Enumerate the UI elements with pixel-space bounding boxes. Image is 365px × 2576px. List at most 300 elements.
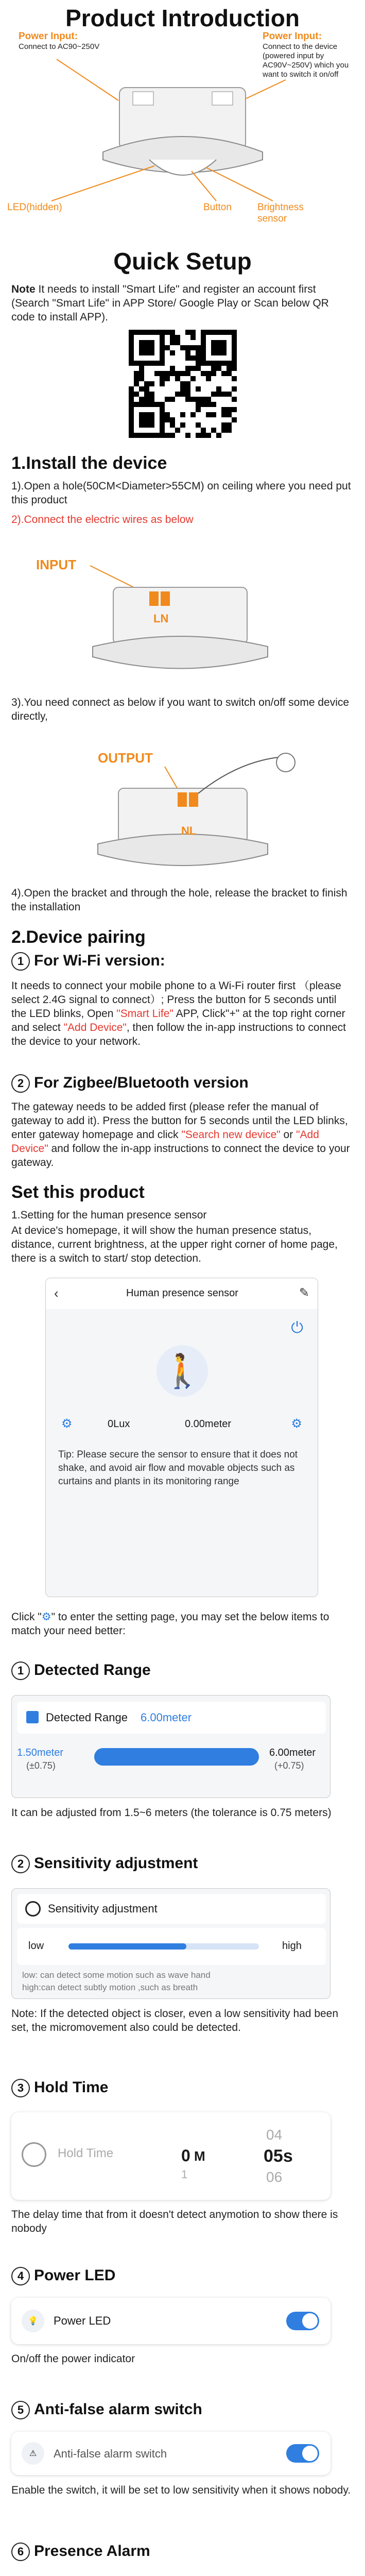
qr-module (154, 392, 160, 397)
pointer-line-button (192, 171, 216, 201)
qr-module (165, 376, 170, 381)
qr-module (206, 335, 211, 340)
range-max: 6.00meter (269, 1747, 316, 1758)
qr-module (196, 397, 201, 402)
qr-module (154, 402, 160, 407)
led-number-icon: 4 (11, 2267, 30, 2285)
qr-module (134, 340, 139, 345)
qr-module (227, 361, 232, 366)
qr-module (134, 350, 139, 355)
qr-module (232, 412, 237, 417)
sensitivity-heading (11, 1855, 198, 1873)
qr-module (201, 335, 206, 340)
qr-module (170, 397, 175, 402)
qr-module (201, 381, 206, 386)
qr-module (221, 428, 227, 433)
qr-module (144, 392, 149, 397)
qr-module (129, 345, 134, 350)
qr-module (149, 350, 154, 355)
qr-module (175, 371, 180, 376)
led-toggle[interactable] (286, 2312, 319, 2330)
qr-module (170, 422, 175, 428)
qr-module (139, 376, 144, 381)
qr-module (160, 402, 165, 407)
qr-module (144, 422, 149, 428)
anti-heading (11, 2401, 202, 2419)
qr-module (211, 428, 216, 433)
qr-module (232, 381, 237, 386)
qr-module (160, 376, 165, 381)
qr-module (196, 392, 201, 397)
anti-toggle[interactable] (286, 2444, 319, 2463)
gear-icon[interactable]: ⚙ (291, 1417, 302, 1431)
install-step1: 1).Open a hole(50CM<Diameter>55CM) on ceiling where you need put this product (11, 480, 351, 506)
qr-module (216, 381, 221, 386)
qr-module (154, 397, 160, 402)
hold-sec-prev: 04 (266, 2127, 283, 2143)
qr-module (201, 422, 206, 428)
qr-module (185, 407, 190, 412)
output-label: OUTPUT (98, 750, 153, 766)
qr-module (221, 366, 227, 371)
qr-module (185, 366, 190, 371)
qr-module (149, 366, 154, 371)
qr-module (129, 340, 134, 345)
qr-module (211, 340, 216, 345)
qr-module (190, 371, 196, 376)
qr-module (227, 407, 232, 412)
qr-module (165, 397, 170, 402)
qr-module (180, 350, 185, 355)
qr-module (211, 392, 216, 397)
qr-module (165, 386, 170, 392)
qr-module (134, 397, 139, 402)
qr-code[interactable] (129, 330, 237, 438)
qr-module (232, 422, 237, 428)
qr-module (211, 412, 216, 417)
qr-module (227, 350, 232, 355)
qr-module (211, 433, 216, 438)
qr-module (221, 407, 227, 412)
qr-module (139, 335, 144, 340)
qr-module (175, 428, 180, 433)
anti-text: Enable the switch, it will be set to low sensitivity when it shows nobody. (11, 2484, 351, 2496)
qr-module (175, 381, 180, 386)
hold-min[interactable]: 0 (181, 2146, 190, 2165)
qr-module (221, 422, 227, 428)
qr-module (170, 330, 175, 335)
qr-module (216, 340, 221, 345)
qr-module (160, 412, 165, 417)
sensitivity-number-icon: 2 (11, 1855, 30, 1873)
qr-module (216, 355, 221, 361)
qr-module (149, 428, 154, 433)
pointer-line-right (242, 80, 286, 100)
sensitivity-title: Sensitivity adjustment (34, 1855, 198, 1872)
qr-module (129, 355, 134, 361)
qr-module (185, 381, 190, 386)
qr-module (216, 412, 221, 417)
phone-header (46, 1278, 318, 1309)
qr-module (139, 433, 144, 438)
wifi-instructions (11, 979, 354, 1048)
qr-module (134, 381, 139, 386)
qr-module (144, 386, 149, 392)
qr-module (180, 340, 185, 345)
qr-module (216, 371, 221, 376)
hold-min-next: 1 (181, 2168, 188, 2181)
qr-module (139, 345, 144, 350)
hold-heading (11, 2079, 108, 2097)
qr-module (154, 381, 160, 386)
qr-module (216, 345, 221, 350)
qr-module (227, 417, 232, 422)
qr-module (129, 417, 134, 422)
qr-module (196, 345, 201, 350)
qr-module (185, 433, 190, 438)
qr-module (216, 417, 221, 422)
qr-module (175, 397, 180, 402)
bulb-icon (276, 753, 295, 772)
qr-module (165, 402, 170, 407)
qr-module (180, 422, 185, 428)
sensitivity-header-row (17, 1894, 326, 1924)
power-input-right-title: Power Input: (263, 31, 322, 42)
qr-module (201, 376, 206, 381)
qr-module (190, 376, 196, 381)
qr-module (201, 340, 206, 345)
qr-module (170, 350, 175, 355)
power-input-left-desc: Connect to AC90~250V (19, 42, 100, 51)
qr-module (206, 371, 211, 376)
qr-module (165, 381, 170, 386)
qr-module (134, 330, 139, 335)
qr-module (129, 422, 134, 428)
qr-module (211, 402, 216, 407)
qr-module (232, 330, 237, 335)
qr-module (180, 361, 185, 366)
qr-module (175, 340, 180, 345)
qr-module (206, 402, 211, 407)
qr-module (165, 428, 170, 433)
qr-module (221, 392, 227, 397)
qr-module (185, 402, 190, 407)
qr-module (129, 397, 134, 402)
qr-module (160, 428, 165, 433)
qr-module (221, 335, 227, 340)
qr-module (144, 417, 149, 422)
qr-module (165, 355, 170, 361)
qr-module (144, 330, 149, 335)
qr-module (221, 412, 227, 417)
qr-module (190, 340, 196, 345)
qr-module (227, 433, 232, 438)
qr-module (149, 340, 154, 345)
qr-module (201, 366, 206, 371)
qr-module (206, 340, 211, 345)
qr-module (165, 371, 170, 376)
qr-module (206, 397, 211, 402)
qr-module (206, 376, 211, 381)
sensitivity-text: Note: If the detected object is closer, even a low sensitivity had been set, the micromovement also could be detected. (11, 2008, 339, 2033)
qr-module (227, 422, 232, 428)
qr-module (196, 340, 201, 345)
qr-module (160, 397, 165, 402)
qr-module (139, 330, 144, 335)
qr-module (134, 412, 139, 417)
qr-module (201, 361, 206, 366)
qr-module (196, 412, 201, 417)
input-label: INPUT (36, 557, 76, 572)
qr-module (216, 433, 221, 438)
qr-module (160, 392, 165, 397)
sensitivity-hint-high: high:can detect subtly motion ,such as breath (22, 1982, 198, 1992)
qr-module (170, 371, 175, 376)
qr-module (165, 361, 170, 366)
qr-module (185, 335, 190, 340)
qr-module (211, 371, 216, 376)
wire-n (161, 591, 170, 606)
qr-module (175, 402, 180, 407)
wire-out-l (189, 792, 198, 807)
wiring-output-section (0, 732, 365, 927)
qr-module (180, 412, 185, 417)
nl-label: NL (181, 824, 197, 837)
qr-module (134, 361, 139, 366)
settings-icon[interactable]: ⚙ (61, 1417, 73, 1431)
qr-module (144, 376, 149, 381)
qr-module (201, 345, 206, 350)
qr-module (232, 392, 237, 397)
qr-module (190, 402, 196, 407)
qr-module (180, 407, 185, 412)
qr-module (180, 417, 185, 422)
qr-module (227, 340, 232, 345)
qr-module (206, 428, 211, 433)
lux-value: 0Lux (108, 1418, 130, 1430)
qr-module (206, 381, 211, 386)
zigbee-search: "Search new device" (181, 1129, 281, 1141)
qr-module (144, 412, 149, 417)
pairing-section (0, 927, 365, 1298)
qr-module (129, 381, 134, 386)
qr-module (129, 428, 134, 433)
qr-module (185, 397, 190, 402)
qr-module (211, 335, 216, 340)
wifi-add-device: "Add Device" (63, 1022, 127, 1033)
qr-module (206, 345, 211, 350)
qr-module (139, 350, 144, 355)
qr-module (206, 355, 211, 361)
qr-module (170, 402, 175, 407)
power-toggle-icon[interactable]: ⏻ (291, 1319, 303, 1336)
qr-module (165, 345, 170, 350)
qr-module (227, 366, 232, 371)
qr-module (134, 386, 139, 392)
edit-icon[interactable]: ✎ (299, 1286, 309, 1300)
qr-module (160, 330, 165, 335)
qr-module (180, 397, 185, 402)
led-card-title: Power LED (54, 2314, 111, 2327)
qr-module (221, 397, 227, 402)
qr-module (201, 402, 206, 407)
qr-module (160, 355, 165, 361)
qr-module (185, 371, 190, 376)
qr-module (129, 407, 134, 412)
qr-module (154, 376, 160, 381)
qr-module (227, 402, 232, 407)
sensitivity-card (11, 1888, 331, 1999)
qr-module (139, 412, 144, 417)
click-text-2: " to enter the setting page, you may set the below items to match your need better: (11, 1611, 329, 1637)
qr-module (201, 417, 206, 422)
anti-title: Anti-false alarm switch (34, 2401, 202, 2418)
qr-module (165, 392, 170, 397)
back-icon[interactable]: ‹ (54, 1285, 59, 1301)
qr-module (185, 417, 190, 422)
qr-module (196, 422, 201, 428)
qr-module (160, 335, 165, 340)
quick-setup-title: Quick Setup (113, 248, 252, 275)
qr-module (185, 361, 190, 366)
qr-module (149, 361, 154, 366)
alarm-icon: ⚠ (22, 2442, 44, 2465)
qr-module (190, 397, 196, 402)
install-step2: 2).Connect the electric wires as below (11, 514, 194, 526)
alarm-heading (11, 2543, 150, 2561)
wifi-number-icon: 1 (11, 952, 30, 971)
qr-module (180, 392, 185, 397)
qr-module (211, 330, 216, 335)
qr-module (175, 376, 180, 381)
qr-module (190, 335, 196, 340)
qr-module (196, 376, 201, 381)
range-value: 6.00meter (141, 1711, 192, 1724)
click-settings-text (11, 1610, 354, 1638)
qr-module (196, 402, 201, 407)
qr-module (170, 355, 175, 361)
qr-module (129, 386, 134, 392)
qr-module (175, 335, 180, 340)
range-title: Detected Range (34, 1662, 151, 1679)
qr-module (149, 412, 154, 417)
qr-module (139, 361, 144, 366)
sensitivity-slider[interactable] (68, 1943, 259, 1950)
wiring-device-body (113, 587, 247, 644)
qr-module (129, 402, 134, 407)
qr-module (232, 376, 237, 381)
qr-module (227, 355, 232, 361)
qr-module (196, 428, 201, 433)
qr-module (134, 402, 139, 407)
qr-module (227, 392, 232, 397)
qr-module (180, 345, 185, 350)
qr-module (175, 412, 180, 417)
qr-module (149, 381, 154, 386)
qr-module (216, 335, 221, 340)
qr-module (175, 345, 180, 350)
qr-module (190, 330, 196, 335)
qr-module (144, 366, 149, 371)
led-title: Power LED (34, 2267, 116, 2284)
settings-gear-icon: ⚙ (41, 1611, 51, 1623)
sensitivity-slider-row (17, 1928, 326, 1965)
sensitivity-card-title: Sensitivity adjustment (48, 1902, 158, 1915)
qr-module (170, 381, 175, 386)
qr-module (180, 355, 185, 361)
qr-module (144, 433, 149, 438)
qr-module (185, 422, 190, 428)
qr-module (160, 340, 165, 345)
qr-module (165, 335, 170, 340)
qr-module (160, 366, 165, 371)
qr-module (206, 422, 211, 428)
install-step3: 3).You need connect as below if you want to switch on/off some device directly, (11, 697, 350, 722)
power-input-left-title: Power Input: (19, 31, 78, 42)
qr-module (160, 433, 165, 438)
qr-module (221, 376, 227, 381)
qr-module (175, 355, 180, 361)
wifi-text-1: It needs to connect your mobile phone to a Wi-Fi router first （please select 2.4G signal to connect）; Press the button for 5 seconds until the LED blinks, Open (11, 980, 341, 1020)
qr-module (201, 350, 206, 355)
qr-module (144, 340, 149, 345)
hold-number-icon: 3 (11, 2079, 30, 2097)
qr-module (232, 366, 237, 371)
note-label: Note (11, 283, 36, 295)
qr-module (196, 355, 201, 361)
qr-module (185, 350, 190, 355)
hold-sec[interactable]: 05s (264, 2146, 293, 2166)
qr-module (221, 402, 227, 407)
qr-module (201, 433, 206, 438)
qr-module (196, 350, 201, 355)
range-min-tolerance: (±0.75) (26, 1760, 56, 1771)
range-slider[interactable] (94, 1748, 259, 1766)
qr-module (211, 417, 216, 422)
qr-module (206, 366, 211, 371)
qr-module (232, 345, 237, 350)
qr-module (139, 381, 144, 386)
wire-out-n (178, 792, 187, 807)
qr-module (232, 335, 237, 340)
qr-module (221, 350, 227, 355)
meter-value: 0.00meter (185, 1418, 232, 1430)
qr-module (160, 417, 165, 422)
qr-module (211, 386, 216, 392)
qr-module (165, 330, 170, 335)
zigbee-instructions (11, 1100, 354, 1170)
qr-module (180, 402, 185, 407)
qr-module (160, 361, 165, 366)
qr-module (134, 355, 139, 361)
qr-module (149, 376, 154, 381)
qr-module (221, 381, 227, 386)
qr-module (139, 417, 144, 422)
qr-module (227, 330, 232, 335)
qr-module (206, 407, 211, 412)
qr-module (190, 355, 196, 361)
anti-card (11, 2432, 331, 2475)
range-icon (26, 1711, 39, 1723)
qr-module (211, 376, 216, 381)
qr-module (139, 428, 144, 433)
click-text-1: Click " (11, 1611, 42, 1623)
qr-module (129, 335, 134, 340)
qr-module (134, 366, 139, 371)
qr-module (185, 340, 190, 345)
qr-module (129, 350, 134, 355)
qr-module (144, 381, 149, 386)
